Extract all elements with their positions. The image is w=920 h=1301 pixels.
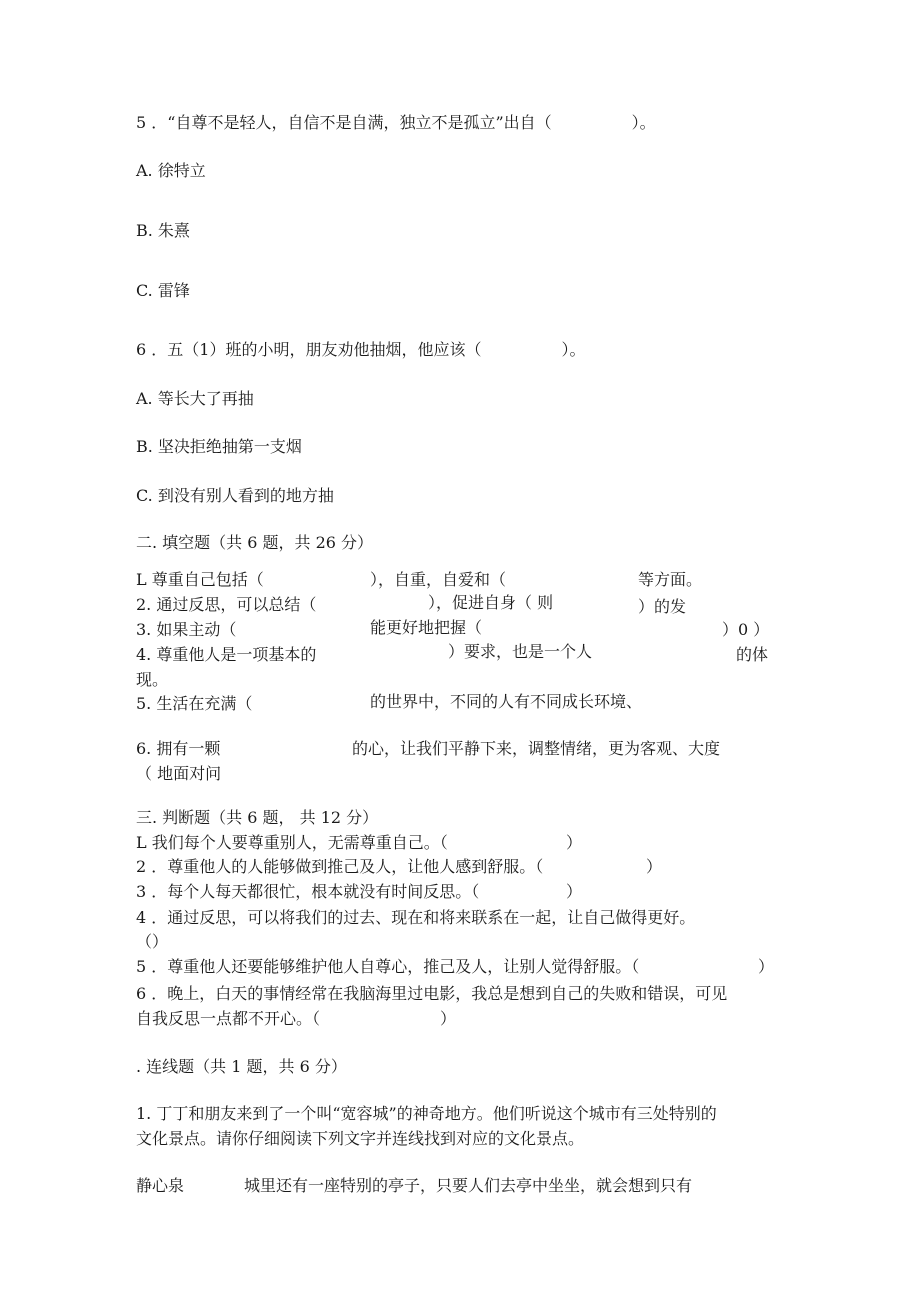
fill-q5-part-a: 5. 生活在充满（ xyxy=(136,694,253,713)
fill-q6-part-a: 6. 拥有一颗 xyxy=(136,739,221,758)
judge-q6-text: 6 ．晚上，白天的事情经常在我脑海里过电影，我总是想到自己的失败和错误，可见 xyxy=(136,984,728,1003)
fill-q1-part-c: 等方面。 xyxy=(638,570,703,589)
fill-q4-part-c: 的体 xyxy=(736,645,769,664)
matching-right-text: 城里还有一座特别的亭子，只要人们去亭中坐坐，就会想到只有 xyxy=(244,1176,693,1195)
fill-q4-part-a: 4. 尊重他人是一项基本的 xyxy=(136,645,317,664)
question-6-stem: 6 ．五（1）班的小明，朋友劝他抽烟，他应该（ ）。 xyxy=(136,340,586,359)
judge-q2-text: 2 ．尊重他人的人能够做到推己及人，让他人感到舒服。（ xyxy=(136,857,544,876)
judge-q3-text: 3 ．每个人每天都很忙，根本就没有时间反思。（ xyxy=(136,882,480,901)
question-6-option-c: C. 到没有别人看到的地方抽 xyxy=(136,486,334,505)
question-6-option-b: B. 坚决拒绝抽第一支烟 xyxy=(136,437,302,456)
matching-q1-line2: 文化景点。请你仔细阅读下列文字并连线找到对应的文化景点。 xyxy=(136,1129,585,1148)
question-5-option-b: B. 朱熹 xyxy=(136,221,190,240)
judge-q1-close: ） xyxy=(566,833,583,852)
question-6-option-a: A. 等长大了再抽 xyxy=(136,389,254,408)
judge-q1-text: L 我们每个人要尊重别人，无需尊重自己。（ xyxy=(136,833,448,852)
fill-q1-part-a: L 尊重自己包括（ xyxy=(136,570,264,589)
fill-q1-part-b: ），自重，自爱和（ xyxy=(370,570,507,589)
fill-q5-part-b: 的世界中，不同的人有不同成长环境、 xyxy=(370,692,643,711)
judge-q4-text: 4 ．通过反思，可以将我们的过去、现在和将来联系在一起，让自己做得更好。 xyxy=(136,908,696,927)
judge-q2-close: ） xyxy=(646,857,663,876)
judge-q6-close: ） xyxy=(440,1009,457,1028)
question-5-stem: 5 ．“自尊不是轻人，自信不是自满，独立不是孤立”出自（ ）。 xyxy=(136,113,656,132)
fill-q3-part-a: 3. 如果主动（ xyxy=(136,620,237,639)
question-5-option-a: A. 徐特立 xyxy=(136,161,206,180)
fill-q6-part-c: （ 地面对问 xyxy=(136,764,222,783)
judge-heading: 三. 判断题（共 6 题， 共 12 分） xyxy=(136,808,379,827)
fill-q6-part-b: 的心，让我们平静下来，调整情绪，更为客观、大度 xyxy=(352,739,721,758)
question-5-option-c: C. 雷锋 xyxy=(136,281,190,300)
fill-q3-part-c: ）0 ） xyxy=(722,620,770,639)
fill-blank-heading: 二. 填空题（共 6 题，共 26 分） xyxy=(136,533,374,552)
fill-q2-part-b: ），促进自身（ 则 xyxy=(428,593,554,612)
judge-q5-close: ） xyxy=(758,957,775,976)
fill-q4-part-d: 现。 xyxy=(136,670,169,689)
fill-q4-part-b: ）要求，也是一个人 xyxy=(448,642,593,661)
matching-heading: . 连线题（共 1 题，共 6 分） xyxy=(136,1057,347,1076)
fill-q2-part-c: ）的发 xyxy=(638,597,687,616)
matching-q1-line1: 1. 丁丁和朋友来到了一个叫“宽容城”的神奇地方。他们听说这个城市有三处特别的 xyxy=(136,1104,717,1123)
judge-q3-close: ） xyxy=(566,882,583,901)
fill-q3-part-b: 能更好地把握（ xyxy=(370,618,483,637)
fill-q2-part-a: 2. 通过反思，可以总结（ xyxy=(136,595,317,614)
matching-left-item: 静心泉 xyxy=(136,1176,185,1195)
judge-q5-text: 5 ．尊重他人还要能够维护他人自尊心，推己及人，让别人觉得舒服。（ xyxy=(136,957,640,976)
judge-q4-answer: （） xyxy=(136,932,169,951)
judge-q6-text-line2: 自我反思一点都不开心。（ xyxy=(136,1009,321,1028)
